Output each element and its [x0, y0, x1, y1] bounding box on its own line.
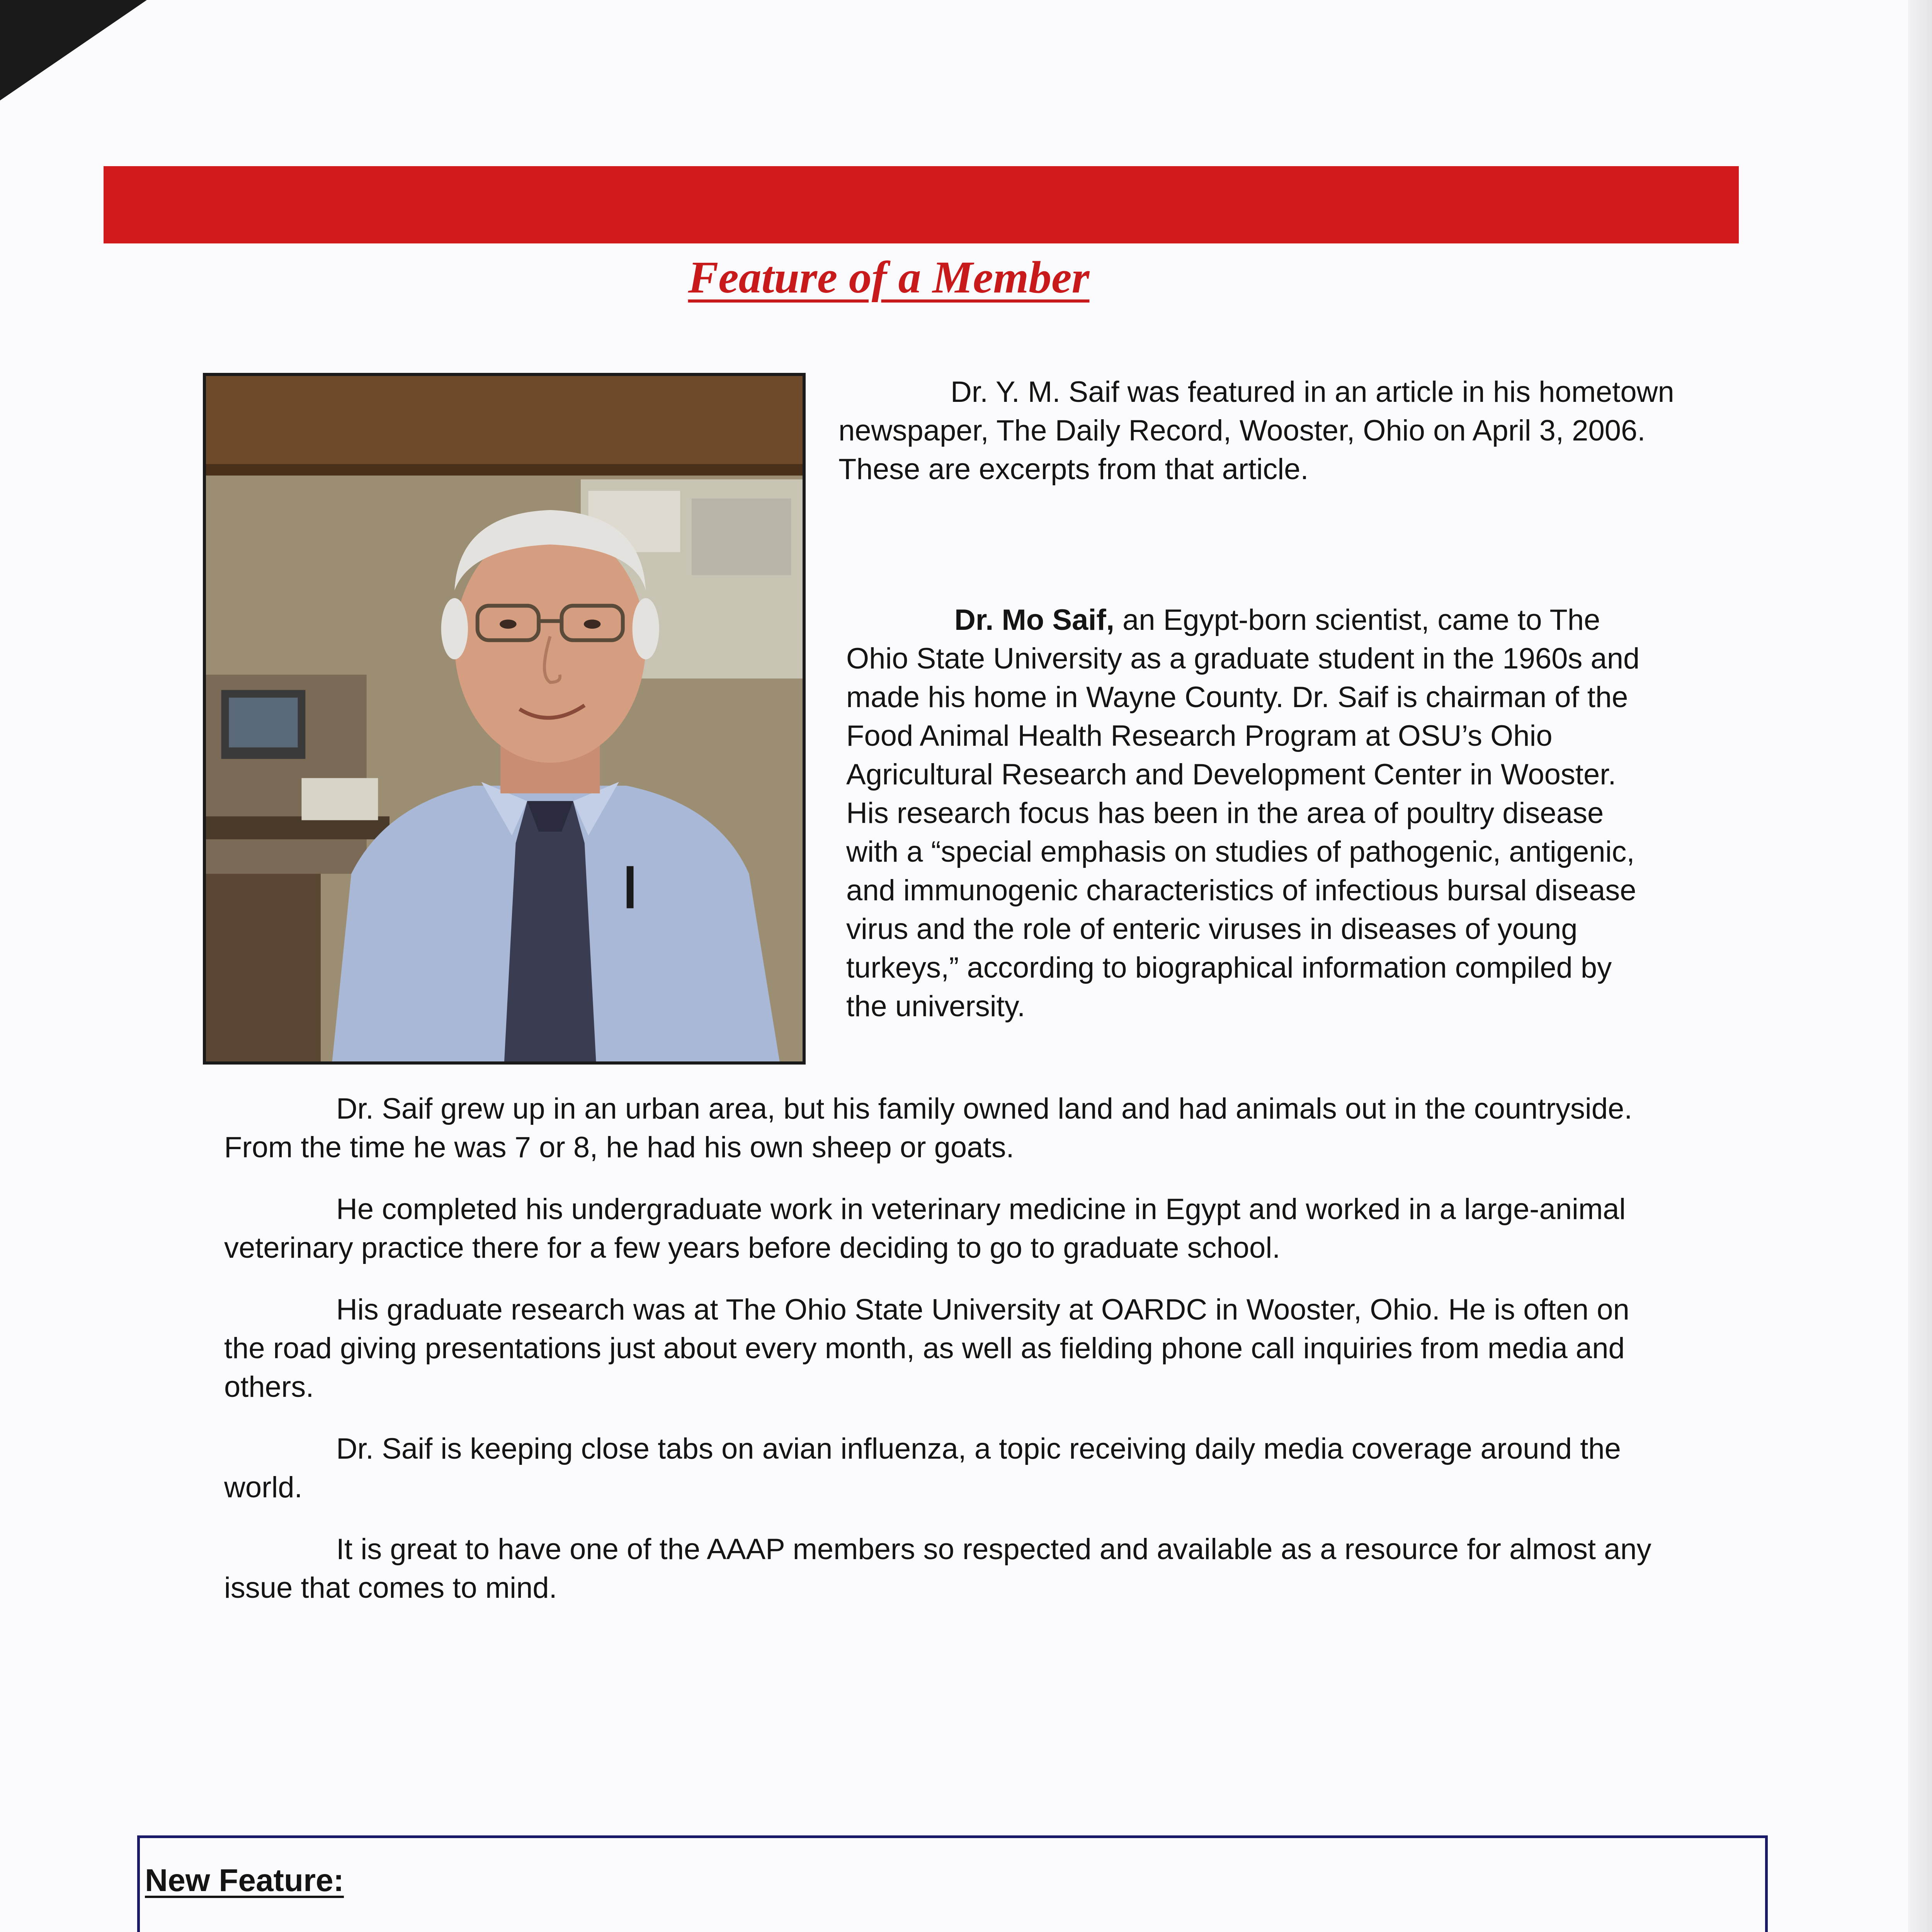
member-photo-illustration [206, 376, 803, 1061]
bio-paragraph [846, 601, 1654, 1026]
member-photo [203, 373, 806, 1065]
intro-text: Dr. Y. M. Saif was featured in an article in his hometown newspaper, The Daily Record, Wooster, Ohio on April 3, 2006. These are excerpts from that article. [838, 376, 1674, 486]
page-edge [1908, 0, 1932, 1932]
folded-corner [0, 0, 147, 100]
article-paragraph: It is great to have one of the AAAP members so respected and available as a resource for almost any issue that comes to mind. [224, 1533, 1651, 1604]
header-red-bar [104, 166, 1739, 243]
bio-body: an Egypt-born scientist, came to The Ohio State University as a graduate student in the 1960s and made his home in Wayne County. Dr. Saif is chairman of the Food Animal Health Research Program at OSU’s Ohio Agricultural Research and Development Center in Wooster. His research focus has been in the area of poultry disease with a “special emphasis on studies of pathogenic, antigenic, and immunogenic characteristics of infectious bursal disease virus and the role of enteric viruses in diseases of young turkeys,” according to biographical information compiled by the university. [846, 604, 1640, 1023]
bio-text [846, 601, 1654, 1026]
new-feature-heading: New Feature: [145, 1863, 344, 1898]
article-body [224, 1090, 1669, 1631]
article-paragraph: Dr. Saif is keeping close tabs on avian influenza, a topic receiving daily media coverage around the world. [224, 1432, 1621, 1504]
bio-name: Dr. Mo Saif, [954, 604, 1114, 636]
article-paragraph: Dr. Saif grew up in an urban area, but his family owned land and had animals out in the countryside. From the time he was 7 or 8, he had his own sheep or goats. [224, 1092, 1633, 1164]
new-feature-box [137, 1835, 1768, 1932]
intro-paragraph [838, 373, 1681, 489]
article-paragraph: He completed his undergraduate work in veterinary medicine in Egypt and worked in a large-animal veterinary practice there for a few years before deciding to go to graduate school. [224, 1193, 1626, 1264]
article-paragraph: His graduate research was at The Ohio State University at OARDC in Wooster, Ohio. He is often on the road giving presentations just about every month, as well as fielding phone call inquiries from media and others. [224, 1293, 1629, 1403]
page-title: Feature of a Member [688, 252, 1090, 303]
